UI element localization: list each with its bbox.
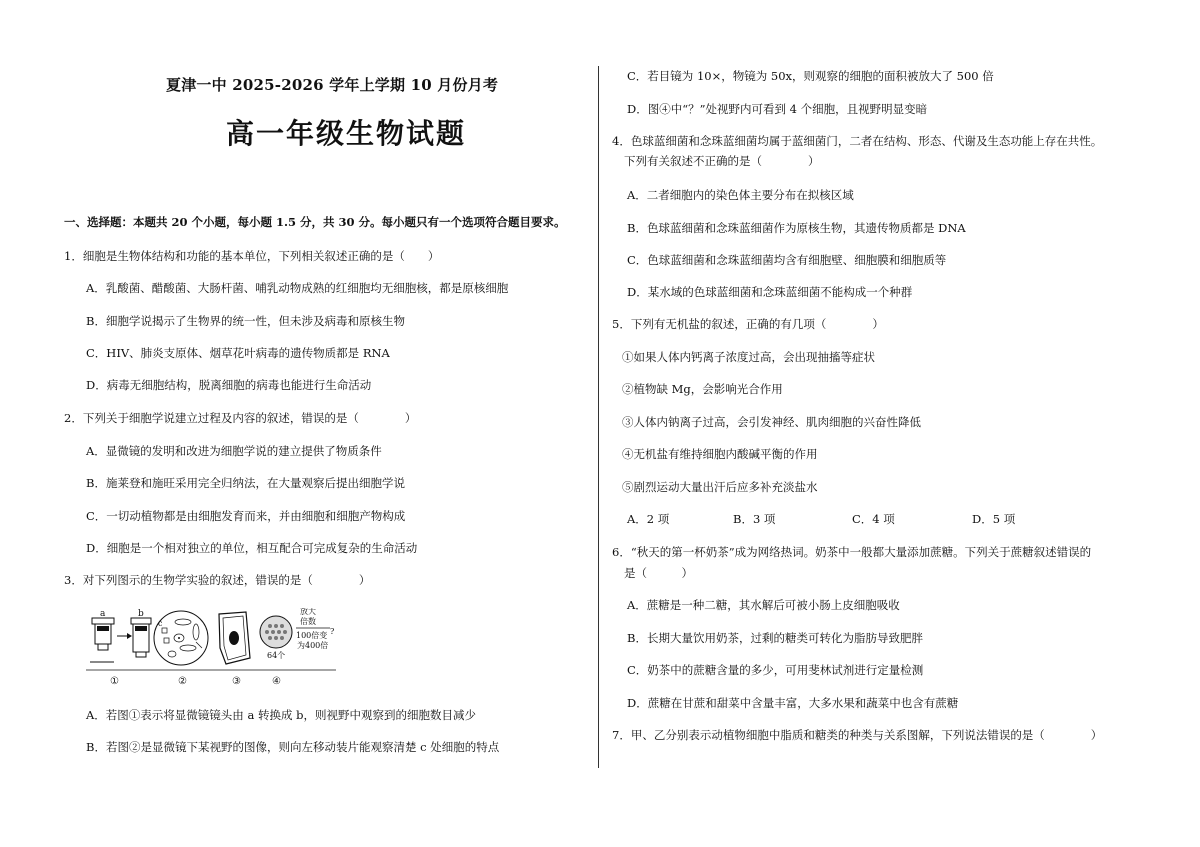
objective-lens-a-icon — [92, 618, 114, 650]
figure-number-3: ③ — [232, 676, 241, 687]
question-5-item-4: ④无机盐有维持细胞内酸碱平衡的作用 — [622, 447, 818, 461]
question-mark-label: ? — [330, 627, 335, 636]
question-5-option-b: B．3 项 — [733, 512, 776, 526]
question-2-option-b: B．施莱登和施旺采用完全归纳法，在大量观察后提出细胞学说 — [86, 476, 405, 490]
magnification-label-2: 倍数 — [300, 617, 316, 626]
question-3-option-c: C．若目镜为 10×，物镜为 50x，则观察的细胞的面积被放大了 500 倍 — [627, 69, 994, 83]
microscope-experiment-figure — [86, 608, 336, 688]
question-6-stem-line-2: 是（ ） — [624, 566, 693, 580]
question-4-stem-line-2: 下列有关叙述不正确的是（ ） — [624, 154, 820, 168]
question-3-option-a: A．若图①表示将显微镜镜头由 a 转换成 b，则视野中观察到的细胞数目减少 — [86, 708, 476, 722]
question-1-option-d: D．病毒无细胞结构，脱离细胞的病毒也能进行生命活动 — [86, 378, 372, 392]
question-5-item-3: ③人体内钠离子过高，会引发神经、肌肉细胞的兴奋性降低 — [622, 415, 921, 429]
question-1-option-a: A．乳酸菌、醋酸菌、大肠杆菌、哺乳动物成熟的红细胞均无细胞核，都是原核细胞 — [86, 281, 509, 295]
question-4-option-a: A．二者细胞内的染色体主要分布在拟核区域 — [627, 188, 854, 202]
magnification-label-3: 100倍变 — [296, 631, 328, 640]
arrow-right-icon — [117, 633, 132, 639]
figure-number-1: ① — [110, 676, 119, 687]
question-5-item-1: ①如果人体内钙离子浓度过高，会出现抽搐等症状 — [622, 350, 875, 364]
question-5-stem: 5．下列有无机盐的叙述，正确的有几项（ ） — [612, 317, 884, 331]
question-6-option-d: D．蔗糖在甘蔗和甜菜中含量丰富，大多水果和蔬菜中也含有蔗糖 — [627, 696, 959, 710]
label-c: c — [158, 619, 163, 628]
question-4-option-b: B．色球蓝细菌和念珠蓝细菌作为原核生物，其遗传物质都是 DNA — [627, 221, 966, 235]
question-3-option-d: D．图④中“？”处视野内可看到 4 个细胞，且视野明显变暗 — [627, 102, 928, 116]
question-6-option-c: C．奶茶中的蔗糖含量的多少，可用斐林试剂进行定量检测 — [627, 663, 924, 677]
column-divider — [598, 66, 599, 768]
question-7-stem: 7．甲、乙分别表示动植物细胞中脂质和糖类的种类与关系图解，下列说法错误的是（ ） — [612, 728, 1103, 742]
question-5-option-d: D．5 项 — [972, 512, 1016, 526]
label-b: b — [138, 609, 144, 619]
question-2-option-d: D．细胞是一个相对独立的单位，相互配合可完成复杂的生命活动 — [86, 541, 418, 555]
question-4-option-c: C．色球蓝细菌和念珠蓝细菌均含有细胞壁、细胞膜和细胞质等 — [627, 253, 947, 267]
figure-number-4: ④ — [272, 676, 281, 687]
question-3-stem: 3．对下列图示的生物学实验的叙述，错误的是（ ） — [64, 573, 371, 587]
question-2-option-a: A．显微镜的发明和改进为细胞学说的建立提供了物质条件 — [86, 444, 382, 458]
question-5-item-5: ⑤剧烈运动大量出汗后应多补充淡盐水 — [622, 480, 818, 494]
question-3-option-b: B．若图②是显微镜下某视野的图像，则向左移动装片能观察清楚 c 处细胞的特点 — [86, 740, 500, 754]
objective-lens-b-icon — [131, 618, 151, 657]
figure-number-2: ② — [178, 676, 187, 687]
exam-subtitle: 夏津一中 2025-2026 学年上学期 10 月份月考 — [166, 76, 499, 94]
question-6-option-b: B．长期大量饮用奶茶，过剩的糖类可转化为脂肪导致肥胖 — [627, 631, 923, 645]
question-1-stem: 1．细胞是生物体结构和功能的基本单位，下列相关叙述正确的是（ ） — [64, 249, 440, 263]
question-2-stem: 2．下列关于细胞学说建立过程及内容的叙述，错误的是（ ） — [64, 411, 417, 425]
magnification-label-1: 放大 — [300, 608, 316, 616]
plant-cell-icon — [219, 612, 250, 664]
question-1-option-c: C．HIV、肺炎支原体、烟草花叶病毒的遗传物质都是 RNA — [86, 346, 390, 360]
section-heading: 一、选择题：本题共 20 个小题，每小题 1.5 分，共 30 分。每小题只有一个选项符合题目要求。 — [64, 215, 566, 229]
question-2-option-c: C．一切动植物都是由细胞发育而来，并由细胞和细胞产物构成 — [86, 509, 406, 523]
exam-title: 高一年级生物试题 — [226, 117, 467, 150]
question-4-stem-line-1: 4．色球蓝细菌和念珠蓝细菌均属于蓝细菌门，二者在结构、形态、代谢及生态功能上存在共性。 — [612, 134, 1103, 148]
question-5-item-2: ②植物缺 Mg，会影响光合作用 — [622, 382, 783, 396]
question-5-option-a: A．2 项 — [627, 512, 670, 526]
question-6-option-a: A．蔗糖是一种二糖，其水解后可被小肠上皮细胞吸收 — [627, 598, 900, 612]
cell-count-label: 64个 — [267, 651, 286, 660]
question-4-option-d: D．某水域的色球蓝细菌和念珠蓝细菌不能构成一个种群 — [627, 285, 913, 299]
magnified-field-icon — [260, 616, 292, 648]
label-a: a — [100, 609, 106, 619]
question-5-option-c: C．4 项 — [852, 512, 895, 526]
question-6-stem-line-1: 6．“秋天的第一杯奶茶”成为网络热词。奶茶中一般都大量添加蔗糖。下列关于蔗糖叙述错误的 — [612, 545, 1092, 559]
magnification-label-4: 为400倍 — [297, 641, 329, 650]
question-1-option-b: B．细胞学说揭示了生物界的统一性，但未涉及病毒和原核生物 — [86, 314, 405, 328]
